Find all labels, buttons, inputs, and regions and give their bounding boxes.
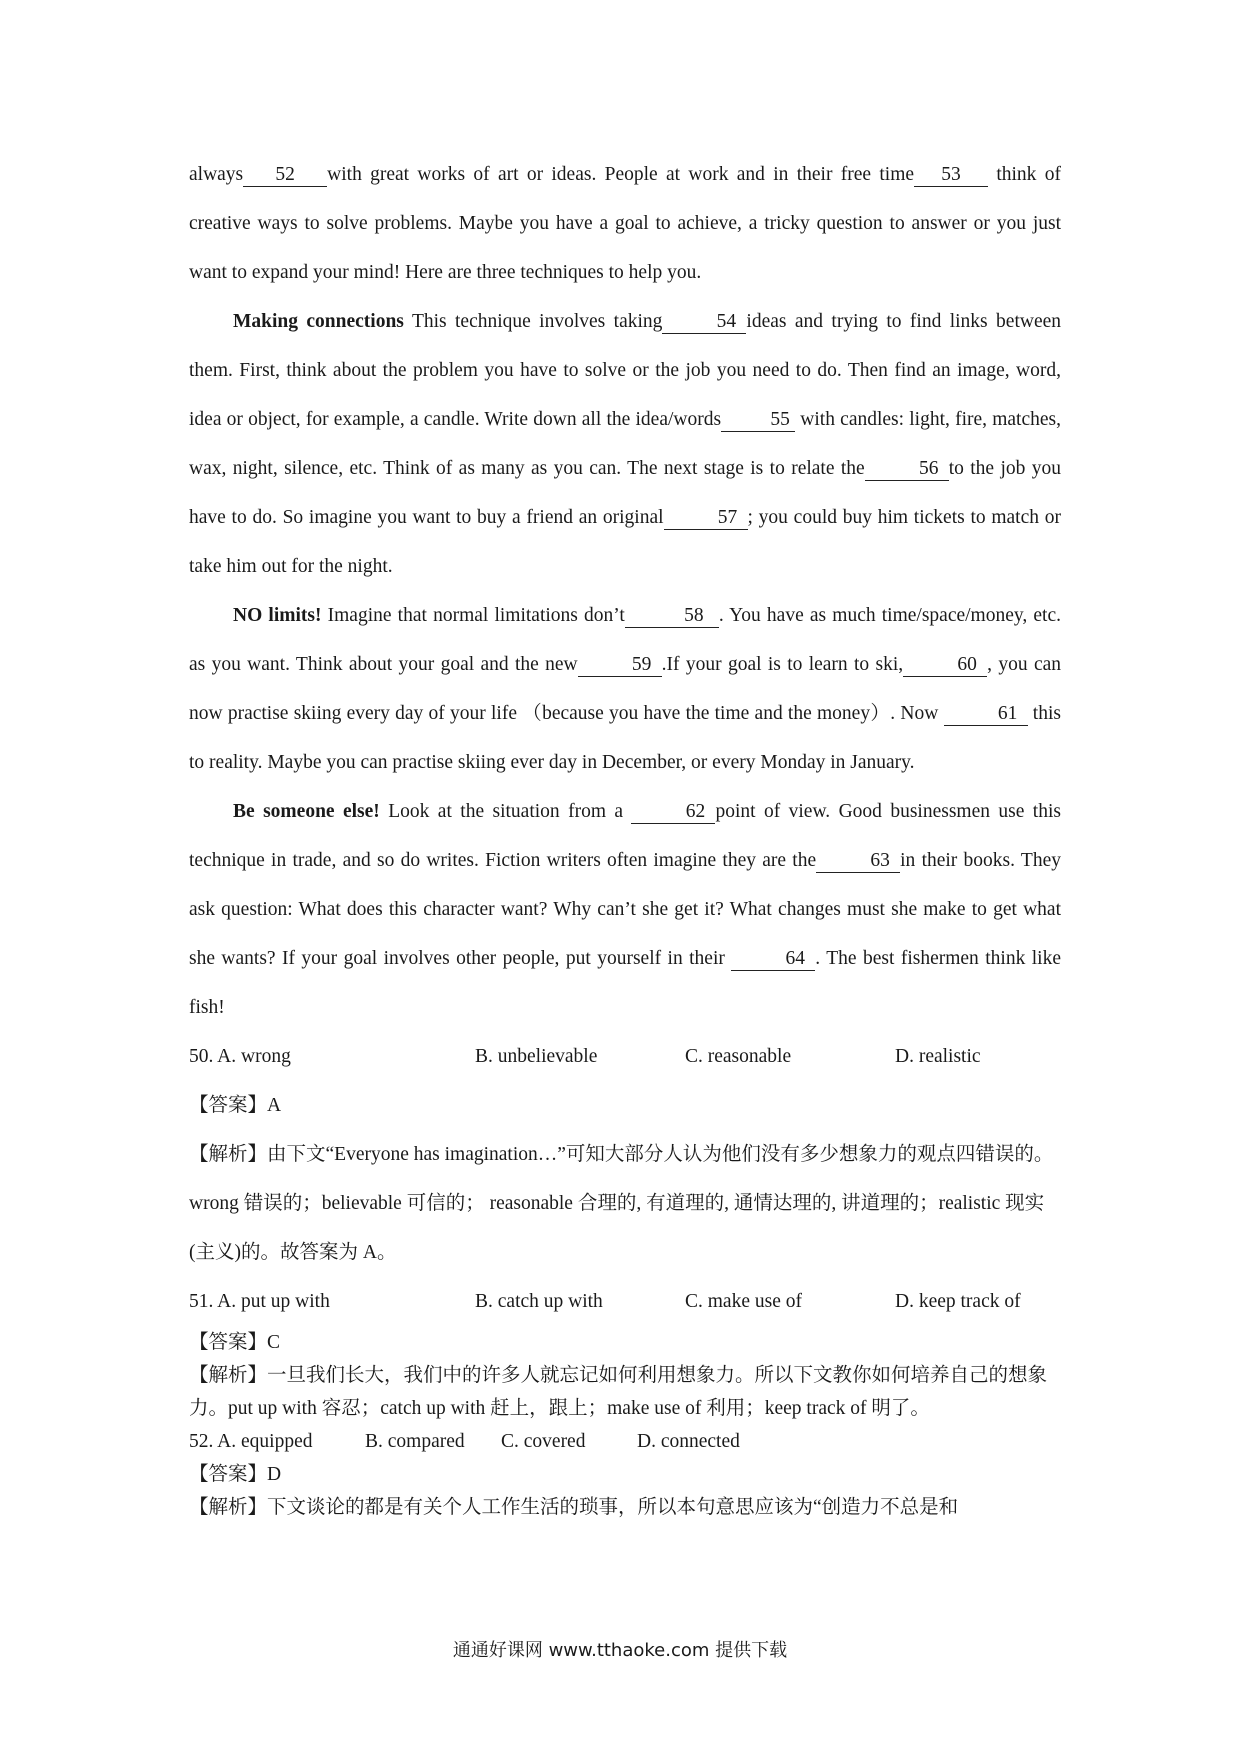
text: . You have as much time/space/money, etc. as you want. Think about your goal and the new <box>189 605 1061 675</box>
text: . The best fishermen think like fish! <box>189 948 1061 1018</box>
blank-58: 58 <box>625 605 719 628</box>
page-footer: 通通好课网 www.tthaoke.com 提供下载 <box>452 1640 788 1661</box>
section-heading-making-connections: Making connections <box>233 311 404 332</box>
option-52-b: B. compared <box>365 1431 465 1452</box>
text: .If your goal is to learn to ski, <box>661 654 904 675</box>
blank-62: 62 <box>631 801 715 824</box>
option-52-a: 52. A. equipped <box>189 1431 313 1452</box>
blank-56: 56 <box>865 458 949 481</box>
option-50-d: D. realistic <box>895 1046 981 1067</box>
answer-51: 【答案】C <box>189 1332 281 1353</box>
option-50-a: 50. A. wrong <box>189 1046 291 1067</box>
blank-55: 55 <box>721 409 795 432</box>
text: think of creative ways to solve problems. Maybe you have a goal to achieve, a tricky question to answer or you just want to expand your mind! Here are three techniques to help you. <box>189 164 1061 283</box>
text: in their books. They ask question: What does this character want? Why can’t she get it? What changes must she make to get what she wants? If your goal involves other people, put yourself in their <box>189 850 1061 969</box>
question-52-options <box>189 1425 1061 1458</box>
blank-60: 60 <box>903 654 987 677</box>
explanation-50: 【解析】由下文“Everyone has imagination…”可知大部分人认为他们没有多少想象力的观点四错误的。wrong 错误的；believable 可信的； reasonable 合理的, 有道理的, 通情达理的, 讲道理的；realistic 现实(主义)的。故答案为 A。 <box>189 1144 1054 1263</box>
text: point of view. Good businessmen use this technique in trade, and so do writes. Fiction writers often imagine they are the <box>189 801 1061 871</box>
section-heading-no-limits: NO limits! <box>233 605 322 626</box>
option-51-b: B. catch up with <box>475 1291 603 1312</box>
option-51-d: D. keep track of <box>895 1291 1021 1312</box>
answer-52: 【答案】D <box>189 1464 282 1485</box>
option-50-b: B. unbelievable <box>475 1046 598 1067</box>
blank-59: 59 <box>578 654 662 677</box>
blank-53: 53 <box>914 164 988 187</box>
document-page <box>189 150 1061 1524</box>
text: with candles: light, fire, matches, wax, night, silence, etc. Think of as many as you can. The next stage is to relate the <box>189 409 1062 479</box>
option-51-a: 51. A. put up with <box>189 1291 330 1312</box>
text: always <box>189 164 244 185</box>
option-52-d: D. connected <box>637 1431 740 1452</box>
blank-63: 63 <box>816 850 900 873</box>
text: to the job you have to do. So imagine you want to buy a friend an original <box>189 458 1061 528</box>
text: this to reality. Maybe you can practise skiing ever day in December, or every Monday in January. <box>189 703 1061 773</box>
passage-paragraph-2 <box>189 297 1061 591</box>
passage-paragraph-1 <box>189 150 1061 297</box>
question-51-options <box>189 1277 1061 1326</box>
blank-54: 54 <box>662 311 746 334</box>
blank-57: 57 <box>664 507 748 530</box>
text: This technique involves taking <box>403 311 663 332</box>
text: with great works of art or ideas. People at work and in their free time <box>327 164 915 185</box>
question-50-options <box>189 1032 1061 1081</box>
text: Look at the situation from a <box>379 801 632 822</box>
blank-61: 61 <box>944 703 1028 726</box>
option-51-c: C. make use of <box>685 1291 802 1312</box>
option-50-c: C. reasonable <box>685 1046 792 1067</box>
option-52-c: C. covered <box>501 1431 586 1452</box>
answer-50: 【答案】A <box>189 1095 282 1116</box>
blank-64: 64 <box>731 948 815 971</box>
blank-52: 52 <box>243 164 327 187</box>
passage-paragraph-3 <box>189 591 1061 787</box>
passage-paragraph-4 <box>189 787 1061 1032</box>
explanation-52: 【解析】下文谈论的都是有关个人工作生活的琐事，所以本句意思应该为“创造力不总是和 <box>189 1497 959 1518</box>
explanation-51: 【解析】一旦我们长大，我们中的许多人就忘记如何利用想象力。所以下文教你如何培养自己的想象力。put up with 容忍；catch up with 赶上，跟上；make use of 利用；keep track of 明了。 <box>189 1365 1048 1419</box>
text: Imagine that normal limitations don’t <box>321 605 625 626</box>
text: ; you could buy him tickets to match or take him out for the night. <box>189 507 1061 577</box>
text: ideas and trying to find links between them. First, think about the problem you have to solve or the job you need to do. Then find an image, word, idea or object, for example, a candle. Write down all the idea/words <box>189 311 1062 430</box>
text: , you can now practise skiing every day of your life （because you have the time and the money）. Now <box>189 654 1062 724</box>
section-heading-be-someone-else: Be someone else! <box>233 801 380 822</box>
